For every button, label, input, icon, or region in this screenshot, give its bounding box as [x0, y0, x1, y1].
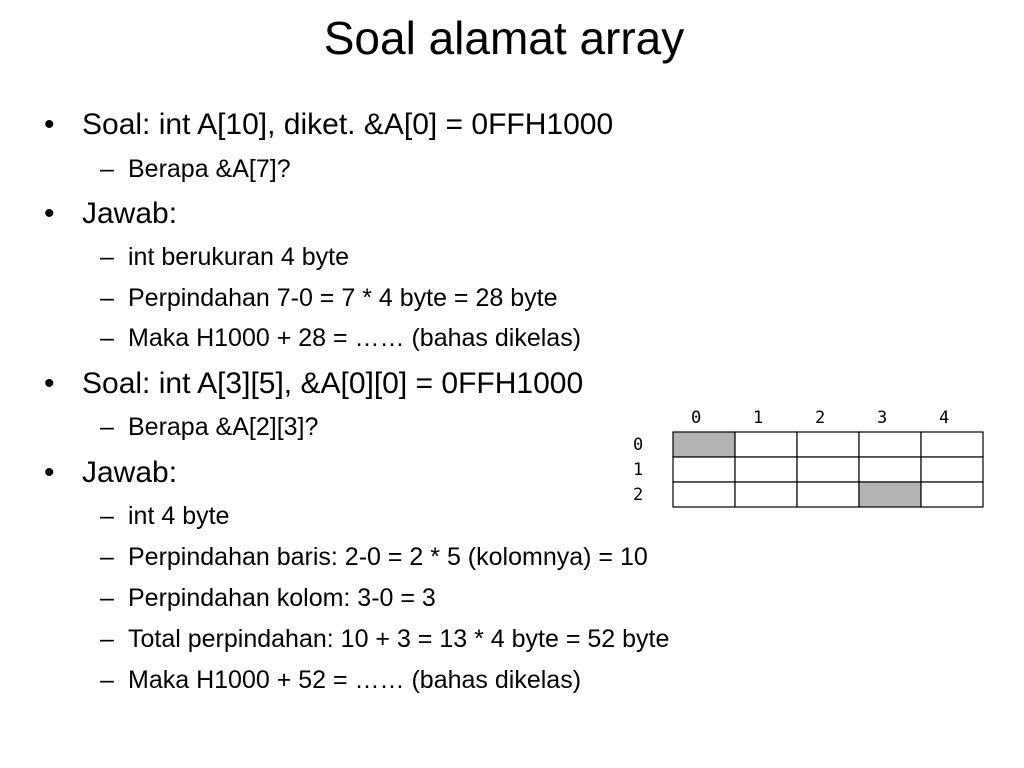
dash-marker: – [100, 155, 114, 183]
dash-marker: – [100, 666, 114, 694]
sub-bullet-col-offset [100, 582, 436, 614]
column-index-label: 1 [753, 408, 764, 428]
bullet-marker: • [44, 108, 55, 141]
dash-marker: – [100, 324, 114, 352]
array-cell [797, 482, 859, 507]
sub-bullet-text: Maka H1000 + 28 = …… (bahas dikelas) [128, 324, 582, 352]
bullet-text: Soal: int A[10], diket. &A[0] = 0FFH1000 [82, 108, 614, 141]
bullet-jawab-1 [44, 196, 177, 232]
array-cell [921, 457, 983, 482]
sub-bullet-question-2d [100, 411, 318, 443]
sub-bullet-text: Total perpindahan: 10 + 3 = 13 * 4 byte = 52 byte [128, 625, 670, 653]
sub-bullet-text: Perpindahan baris: 2-0 = 2 * 5 (kolomnya) = 10 [128, 543, 648, 571]
dash-marker: – [100, 243, 114, 271]
dash-marker: – [100, 502, 114, 530]
array-cell [735, 457, 797, 482]
sub-bullet-offset-1d [100, 282, 557, 314]
array-cell [797, 432, 859, 457]
bullet-soal-2d [44, 366, 583, 402]
sub-bullet-text: Maka H1000 + 52 = …… (bahas dikelas) [128, 666, 582, 694]
array-cell [859, 432, 921, 457]
sub-bullet-text: Berapa &A[2][3]? [128, 413, 319, 441]
bullet-marker: • [44, 367, 55, 400]
column-index-label: 2 [815, 408, 826, 428]
array-cell [921, 432, 983, 457]
array-grid-svg [628, 402, 988, 510]
row-index-label: 1 [633, 460, 644, 480]
array-cell [735, 432, 797, 457]
slide-title: Soal alamat array [323, 12, 685, 64]
column-index-label: 4 [939, 408, 950, 428]
sub-bullet-int-4-byte [100, 500, 229, 532]
sub-bullet-result-1d [100, 322, 581, 354]
sub-bullet-text: Perpindahan 7-0 = 7 * 4 byte = 28 byte [128, 284, 558, 312]
sub-bullet-row-offset [100, 541, 648, 573]
dash-marker: – [100, 284, 114, 312]
array-cell [673, 482, 735, 507]
bullet-text: Soal: int A[3][5], &A[0][0] = 0FFH1000 [82, 367, 584, 400]
sub-bullet-text: Berapa &A[7]? [128, 155, 291, 183]
array-cell [921, 482, 983, 507]
dash-marker: – [100, 413, 114, 441]
sub-bullet-question-1d [100, 153, 291, 185]
array-cell-highlighted [673, 432, 735, 457]
sub-bullet-int-size [100, 241, 349, 273]
row-index-label: 0 [633, 435, 644, 455]
array-2d-diagram [628, 402, 988, 510]
bullet-text: Jawab: [82, 456, 178, 489]
bullet-soal-1d [44, 107, 613, 143]
array-cell-highlighted [859, 482, 921, 507]
row-index-label: 2 [633, 485, 644, 505]
array-cell [735, 482, 797, 507]
sub-bullet-total-offset [100, 623, 669, 655]
sub-bullet-text: int 4 byte [128, 502, 230, 530]
sub-bullet-text: Perpindahan kolom: 3-0 = 3 [128, 584, 436, 612]
dash-marker: – [100, 584, 114, 612]
column-index-label: 0 [691, 408, 702, 428]
column-index-label: 3 [877, 408, 888, 428]
dash-marker: – [100, 543, 114, 571]
array-cell [859, 457, 921, 482]
sub-bullet-result-2d [100, 664, 581, 696]
dash-marker: – [100, 625, 114, 653]
bullet-jawab-2 [44, 455, 177, 491]
array-cell [673, 457, 735, 482]
bullet-marker: • [44, 456, 55, 489]
bullet-marker: • [44, 197, 55, 230]
bullet-text: Jawab: [82, 197, 178, 230]
array-cell [797, 457, 859, 482]
sub-bullet-text: int berukuran 4 byte [128, 243, 349, 271]
